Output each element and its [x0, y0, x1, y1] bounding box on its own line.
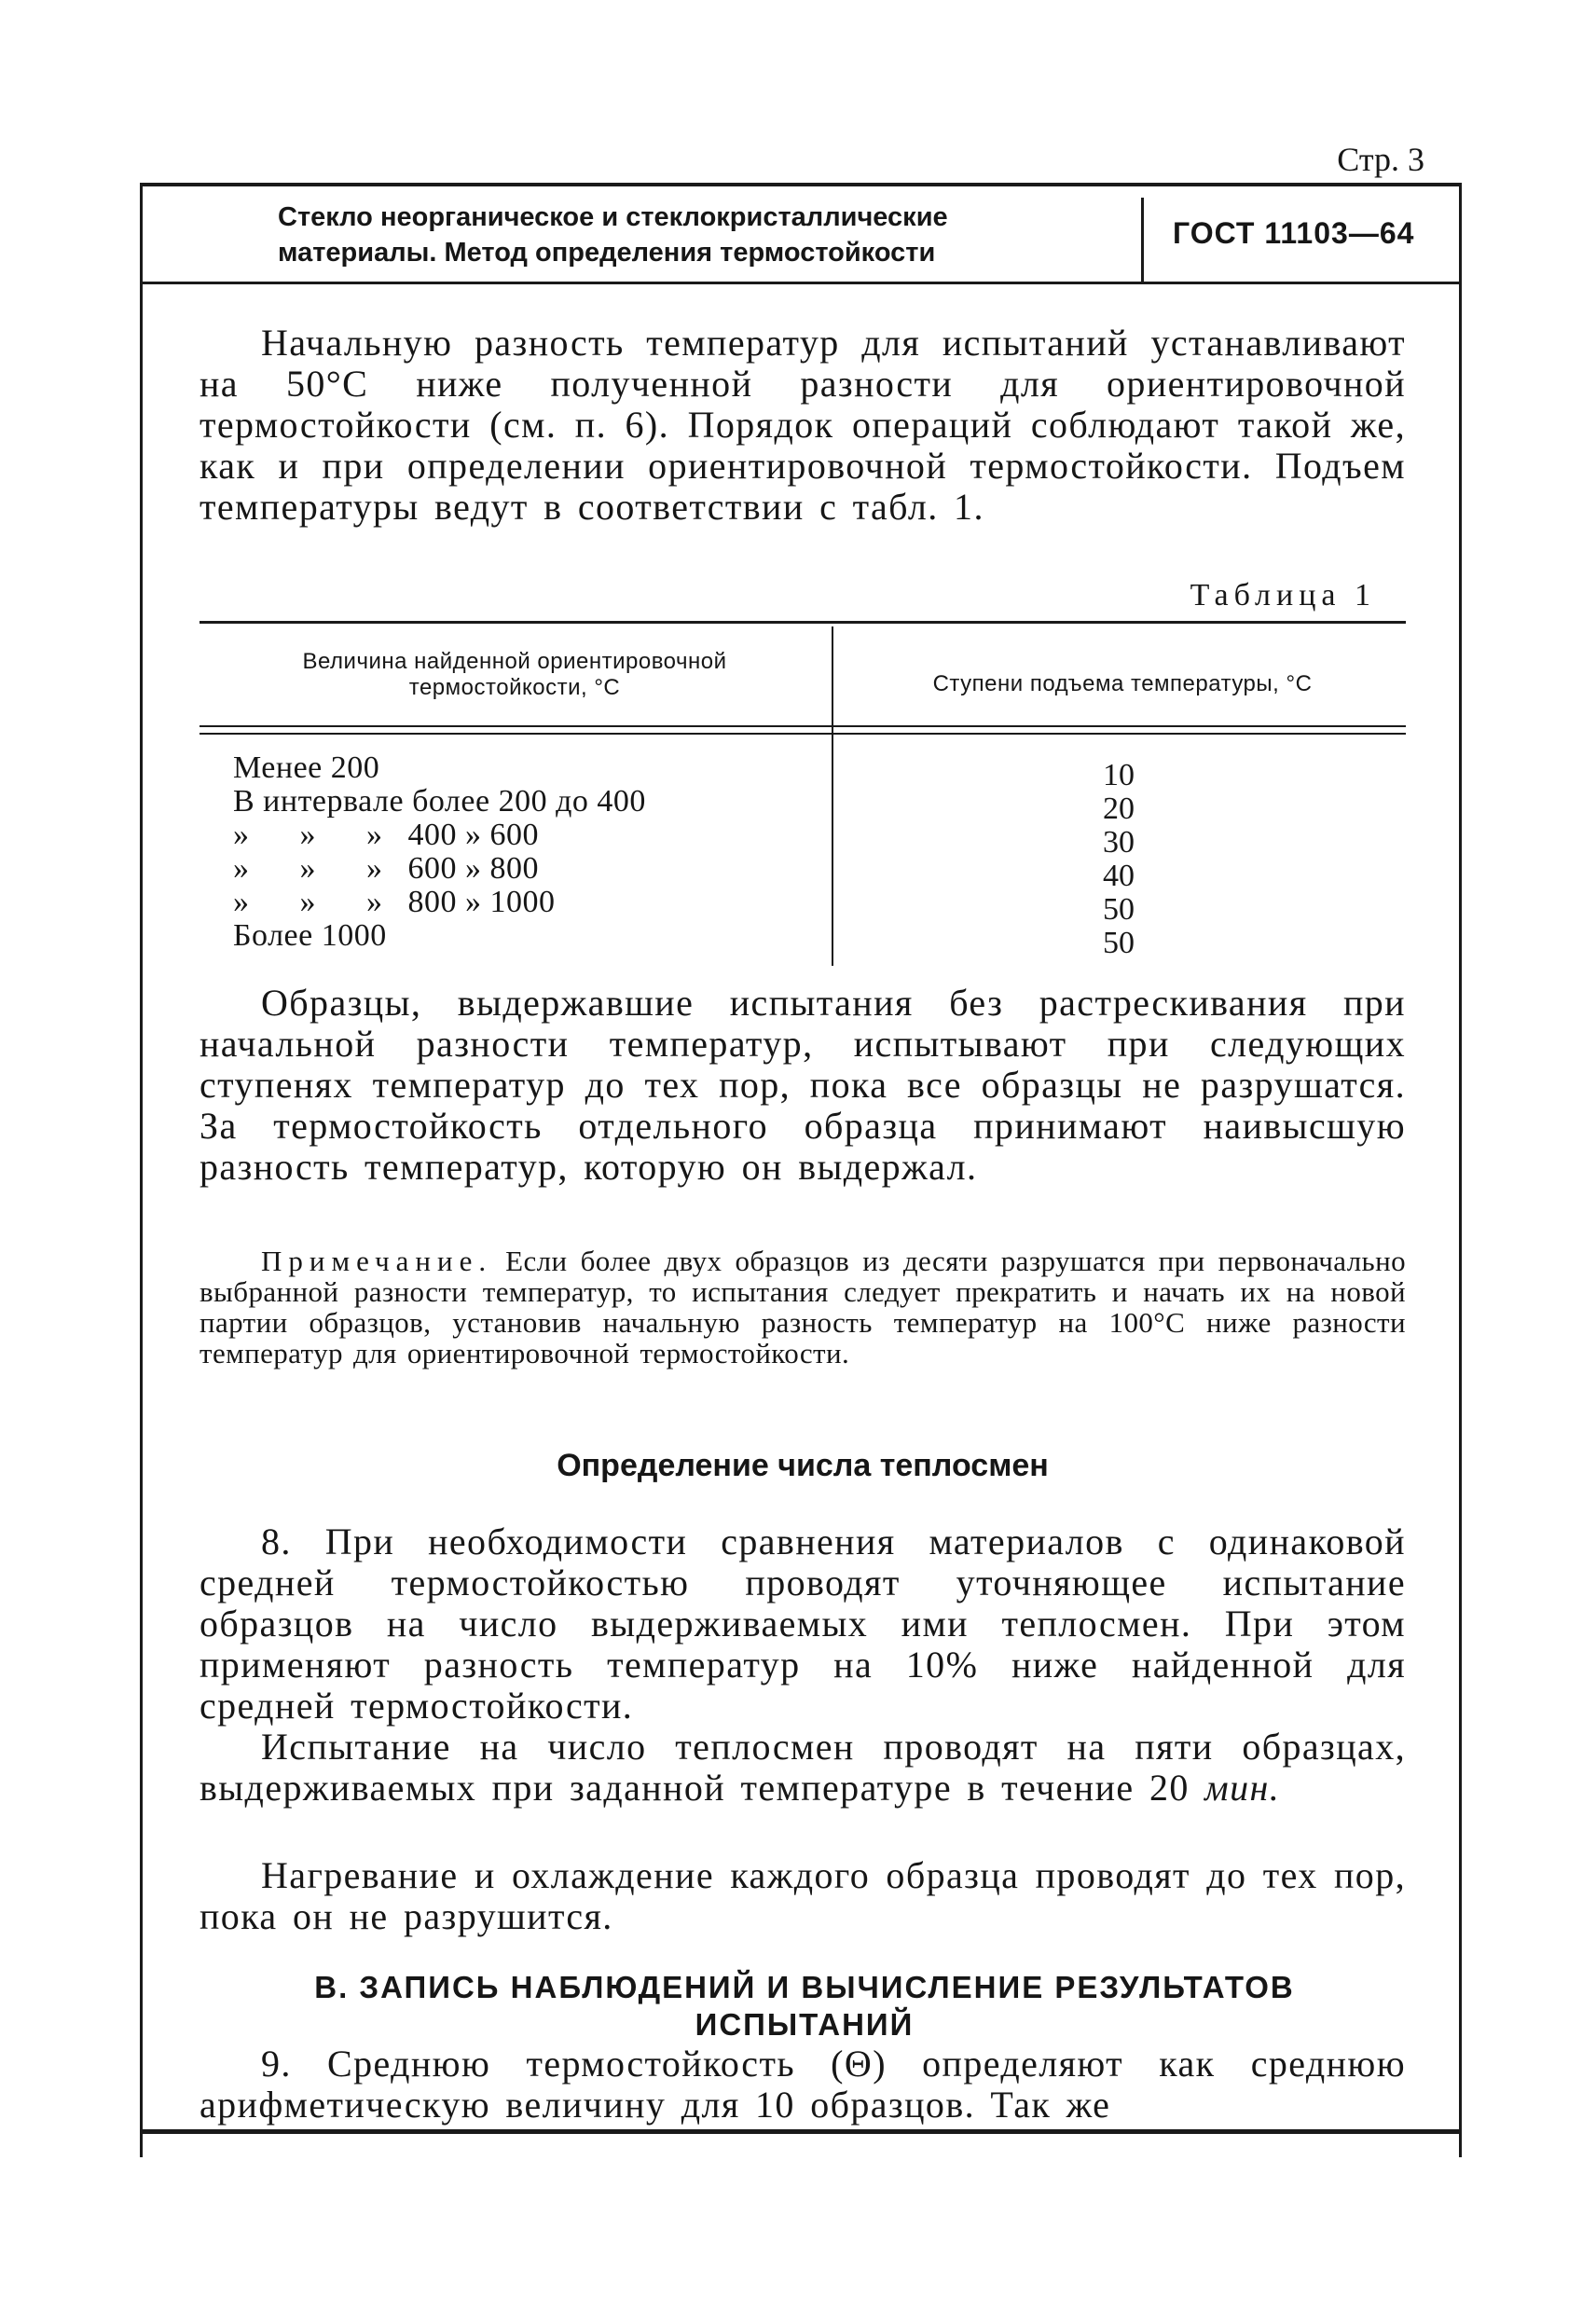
- table-header-rule: [200, 725, 1406, 727]
- table-caption: Таблица 1: [1190, 578, 1376, 612]
- section-b-heading-line2: ИСПЫТАНИЙ: [695, 2007, 915, 2042]
- header-divider: [1141, 198, 1144, 283]
- paragraph-heating: Нагревание и охлаждение каждого образца проводят до тех пор, пока он не разрушится.: [200, 1854, 1406, 1937]
- table-row-value: 50: [1103, 926, 1135, 960]
- note-label: Примечание.: [261, 1245, 493, 1277]
- paragraph-initial-temperature: Начальную разность температур для испытаний устанавливают на 50°С ниже полученной разности для ориентировочной термостойкости (см. п. 6). Порядок операций соблюдают такой же, как и при определении ориентировочной термостойкости. Подъем температуры ведут в соответствии с табл. 1.: [200, 322, 1406, 528]
- heading-thermal-cycles: Определение числа теплосмен: [557, 1448, 1049, 1483]
- frame-left-rule: [140, 183, 143, 2157]
- unit-min: мин.: [1204, 1767, 1281, 1809]
- frame-bottom-rule: [140, 2129, 1462, 2134]
- document-title-line2: материалы. Метод определения термостойкости: [278, 238, 936, 268]
- table-row-label: » » » 600 » 800: [233, 851, 539, 886]
- document-title: [278, 200, 1108, 270]
- table-col1-header: Величина найденной ориентировочной термостойкости, °С: [302, 649, 727, 700]
- table-row-label: Более 1000: [233, 918, 387, 953]
- table-row-value: 30: [1103, 825, 1135, 860]
- paragraph-samples: Образцы, выдержавшие испытания без растрескивания при начальной разности температур, испытывают при следующих ступенях температур до тех пор, пока все образцы не разрушатся. За термостойкость отдельного образца принимают наивысшую разность температур, которую он выдержал.: [200, 982, 1406, 1188]
- table-row-label: » » » 400 » 600: [233, 818, 539, 852]
- table-header-rule-double: [200, 733, 1406, 735]
- table-row-value: 10: [1103, 758, 1135, 792]
- paragraph-8: 8. При необходимости сравнения материалов с одинаковой средней термостойкостью проводят уточняющее испытание образцов на число выдерживаемых ими теплосмен. При этом применяют разность температур на 10% ниже найденной для средней термостойкости.: [200, 1521, 1406, 1727]
- frame-top-rule: [140, 183, 1462, 186]
- section-b-heading-line1: В. ЗАПИСЬ НАБЛЮДЕНИЙ И ВЫЧИСЛЕНИЕ РЕЗУЛЬТАТОВ: [314, 1970, 1295, 2004]
- note-text: Если более двух образцов из десяти разрушатся при первоначально выбранной разности температур, то испытания следует прекратить и начать их на новой партии образцов, установив начальную разность температур на 100°С ниже разности температур для ориентировочной термостойкости.: [200, 1245, 1406, 1369]
- standard-number: ГОСТ 11103—64: [1173, 216, 1415, 250]
- table-row-label: В интервале более 200 до 400: [233, 784, 646, 819]
- note-block: [200, 1245, 1406, 1369]
- paragraph-9: 9. Среднюю термостойкость (Θ) определяют как среднюю арифметическую величину для 10 образцов. Так же: [200, 2043, 1406, 2126]
- frame-right-rule: [1459, 183, 1462, 2157]
- table-top-rule: [200, 621, 1406, 624]
- table-row-label: Менее 200: [233, 750, 380, 785]
- page-number: Стр. 3: [1337, 141, 1424, 178]
- table-row-value: 40: [1103, 859, 1135, 893]
- header-bottom-rule: [143, 282, 1459, 284]
- table-col2-header: Ступени подъема температуры, °С: [932, 671, 1313, 696]
- table-row-value: 50: [1103, 892, 1135, 927]
- section-b-heading: [252, 1969, 1357, 2044]
- table-column-divider: [832, 626, 833, 966]
- document-title-line1: Стекло неорганическое и стеклокристаллические: [278, 202, 948, 232]
- table-row-label: » » » 800 » 1000: [233, 885, 556, 919]
- paragraph-cycle-test: Испытание на число теплосмен проводят на пяти образцах, выдерживаемых при заданной температуре в течение 20 мин.: [200, 1726, 1406, 1809]
- table-row-value: 20: [1103, 791, 1135, 826]
